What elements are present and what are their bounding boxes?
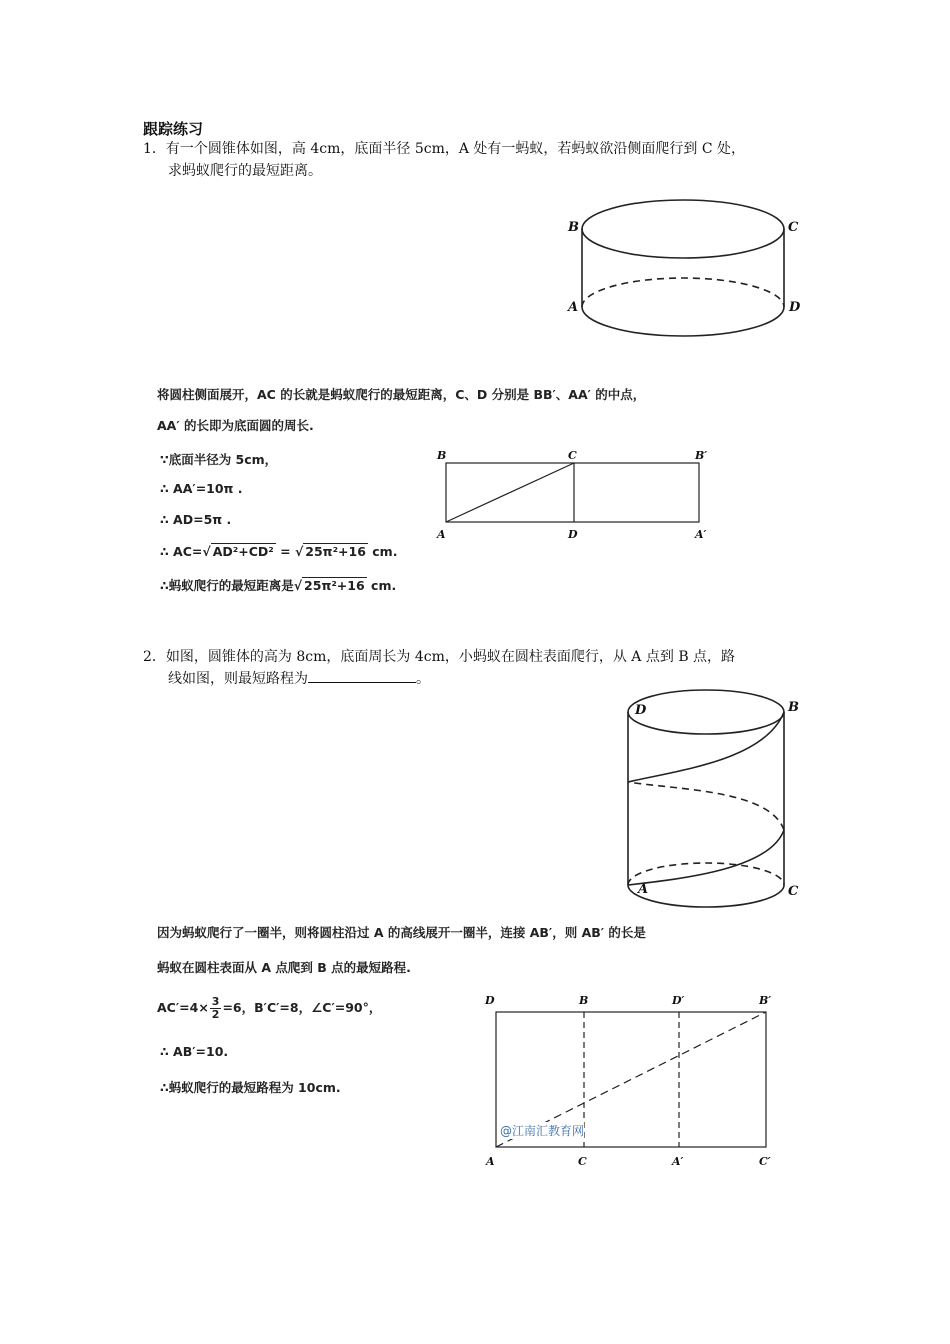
q1-step2: ∴ AA′=10π . — [160, 481, 243, 496]
q2-unfold-label-d-prime: D′ — [672, 994, 685, 1007]
q1-label-c: C — [788, 220, 799, 235]
q1-unfold-label-a: A — [437, 528, 446, 541]
q1-label-d: D — [789, 300, 801, 315]
q2-unfold-label-c: C — [578, 1155, 587, 1168]
q2-step3: ∴蚂蚁爬行的最短路程为 10cm. — [160, 1080, 341, 1095]
q2-unfold-label-a-prime: A′ — [672, 1155, 684, 1168]
q1-solution-line2: AA′ 的长即为底面圆的周长. — [157, 418, 314, 433]
q1-unfold-label-c: C — [568, 449, 577, 462]
q2-unfold-label-b-prime: B′ — [759, 994, 772, 1007]
section-heading: 跟踪练习 — [143, 120, 204, 138]
q1-line1: 1．有一个圆锥体如图，高 4cm，底面半径 5cm，A 处有一蚂蚁，若蚂蚁欲沿侧面爬行到 C 处， — [143, 141, 746, 157]
q2-line2: 线如图，则最短路程为 。 — [168, 668, 430, 690]
q2-label-b: B — [788, 700, 799, 715]
q2-solution-line1: 因为蚂蚁爬行了一圈半，则将圆柱沿过 A 的高线展开一圈半，连接 AB′，则 AB′ 的长是 — [157, 925, 646, 940]
q1-step1: ∵底面半径为 5cm， — [160, 452, 278, 467]
q2-unfold-label-b: B — [579, 994, 589, 1007]
q1-unfold-label-b: B — [437, 449, 447, 462]
q1-solution-line1: 将圆柱侧面展开，AC 的长就是蚂蚁爬行的最短距离，C、D 分别是 BB′、AA′ 的中点， — [157, 387, 646, 402]
q2-label-c: C — [788, 884, 799, 899]
q2-solution-line2: 蚂蚁在圆柱表面从 A 点爬到 B 点的最短路程. — [157, 960, 411, 975]
q1-line2: 求蚂蚁爬行的最短距离。 — [168, 163, 322, 179]
q1-step3: ∴ AD=5π . — [160, 512, 232, 527]
q1-unfold-label-d: D — [568, 528, 578, 541]
q2-label-a: A — [638, 882, 649, 897]
fraction: $\frac{3}{2}$ — [211, 995, 220, 1021]
q1-unfold-label-a-prime: A′ — [695, 528, 707, 541]
q2-unfold-label-d: D — [485, 994, 495, 1007]
q1-label-a: A — [568, 300, 579, 315]
q1-step4: ∴ AC=√ AD²+CD² = √ 25π²+16 cm. — [160, 544, 398, 559]
q1-label-b: B — [568, 220, 579, 235]
q2-step2: ∴ AB′=10. — [160, 1044, 229, 1059]
q2-label-d: D — [635, 703, 647, 718]
q2-unfold-label-c-prime: C′ — [759, 1155, 771, 1168]
q1-unfold-label-b-prime: B′ — [695, 449, 708, 462]
watermark: @江南汇教育网 — [500, 1124, 585, 1138]
q2-unfold-label-a: A — [486, 1155, 495, 1168]
q2-step1: AC′=4× $\frac{3}{2}=6$，B′C′=8，∠C′=90°， — [157, 995, 382, 1021]
q2-line1: 2．如图，圆锥体的高为 8cm，底面周长为 4cm，小蚂蚁在圆柱表面爬行，从 A 点到 B 点，路 — [143, 649, 736, 665]
q1-step5: ∴蚂蚁爬行的最短距离是√ 25π²+16 cm. — [160, 578, 397, 593]
